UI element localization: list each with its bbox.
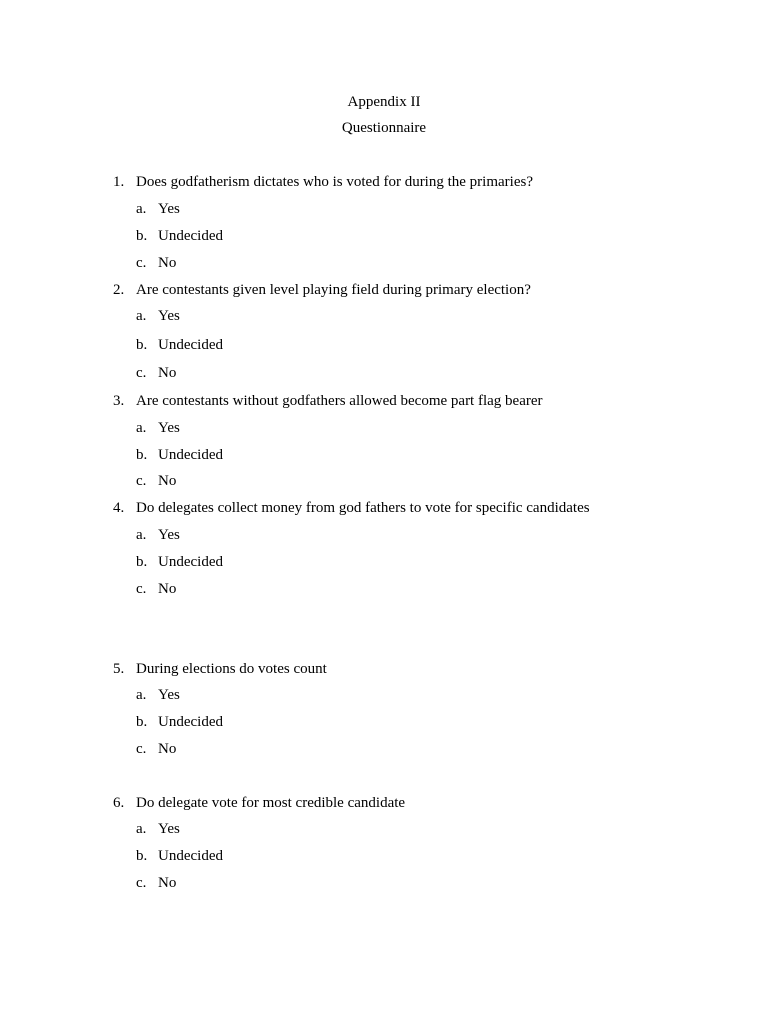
option-text: Undecided: [158, 228, 223, 244]
option-letter: a.: [136, 201, 147, 217]
option-letter: c.: [136, 255, 147, 271]
question-text: Do delegate vote for most credible candidate: [136, 795, 406, 811]
option-text: Undecided: [158, 714, 223, 730]
option-letter: a.: [136, 687, 147, 703]
question-text: Does godfatherism dictates who is voted for during the primaries?: [136, 174, 533, 190]
option-letter: b.: [136, 337, 148, 353]
question-text: Are contestants given level playing field during primary election?: [136, 282, 531, 298]
option-letter: b.: [136, 228, 148, 244]
option-letter: c.: [136, 581, 147, 597]
option-text: Yes: [158, 420, 180, 436]
option-letter: a.: [136, 821, 147, 837]
question-number: 1.: [113, 174, 125, 190]
option-letter: a.: [136, 308, 147, 324]
question-text: During elections do votes count: [136, 661, 327, 677]
option-text: Undecided: [158, 848, 223, 864]
option-text: Yes: [158, 687, 180, 703]
question-number: 4.: [113, 500, 125, 516]
option-text: Yes: [158, 308, 180, 324]
option-letter: b.: [136, 714, 148, 730]
option-text: Yes: [158, 527, 180, 543]
option-text: Yes: [158, 201, 180, 217]
question-text: Are contestants without godfathers allowed become part flag bearer: [136, 393, 543, 409]
option-letter: a.: [136, 420, 147, 436]
option-letter: c.: [136, 875, 147, 891]
appendix-heading: Appendix II: [347, 94, 421, 110]
option-text: Undecided: [158, 554, 223, 570]
question-number: 3.: [113, 393, 125, 409]
option-text: No: [158, 875, 177, 891]
question-text: Do delegates collect money from god fathers to vote for specific candidates: [136, 500, 590, 516]
option-letter: b.: [136, 447, 148, 463]
page-title: Questionnaire: [341, 120, 427, 136]
option-letter: c.: [136, 741, 147, 757]
option-text: No: [158, 365, 177, 381]
option-text: Yes: [158, 821, 180, 837]
option-text: Undecided: [158, 447, 223, 463]
option-letter: b.: [136, 848, 148, 864]
option-letter: c.: [136, 473, 147, 489]
option-letter: b.: [136, 554, 148, 570]
option-text: No: [158, 741, 177, 757]
option-text: Undecided: [158, 337, 223, 353]
option-text: No: [158, 581, 177, 597]
option-letter: c.: [136, 365, 147, 381]
question-number: 5.: [113, 661, 125, 677]
option-text: No: [158, 473, 177, 489]
option-letter: a.: [136, 527, 147, 543]
question-number: 2.: [113, 282, 125, 298]
question-number: 6.: [113, 795, 125, 811]
option-text: No: [158, 255, 177, 271]
